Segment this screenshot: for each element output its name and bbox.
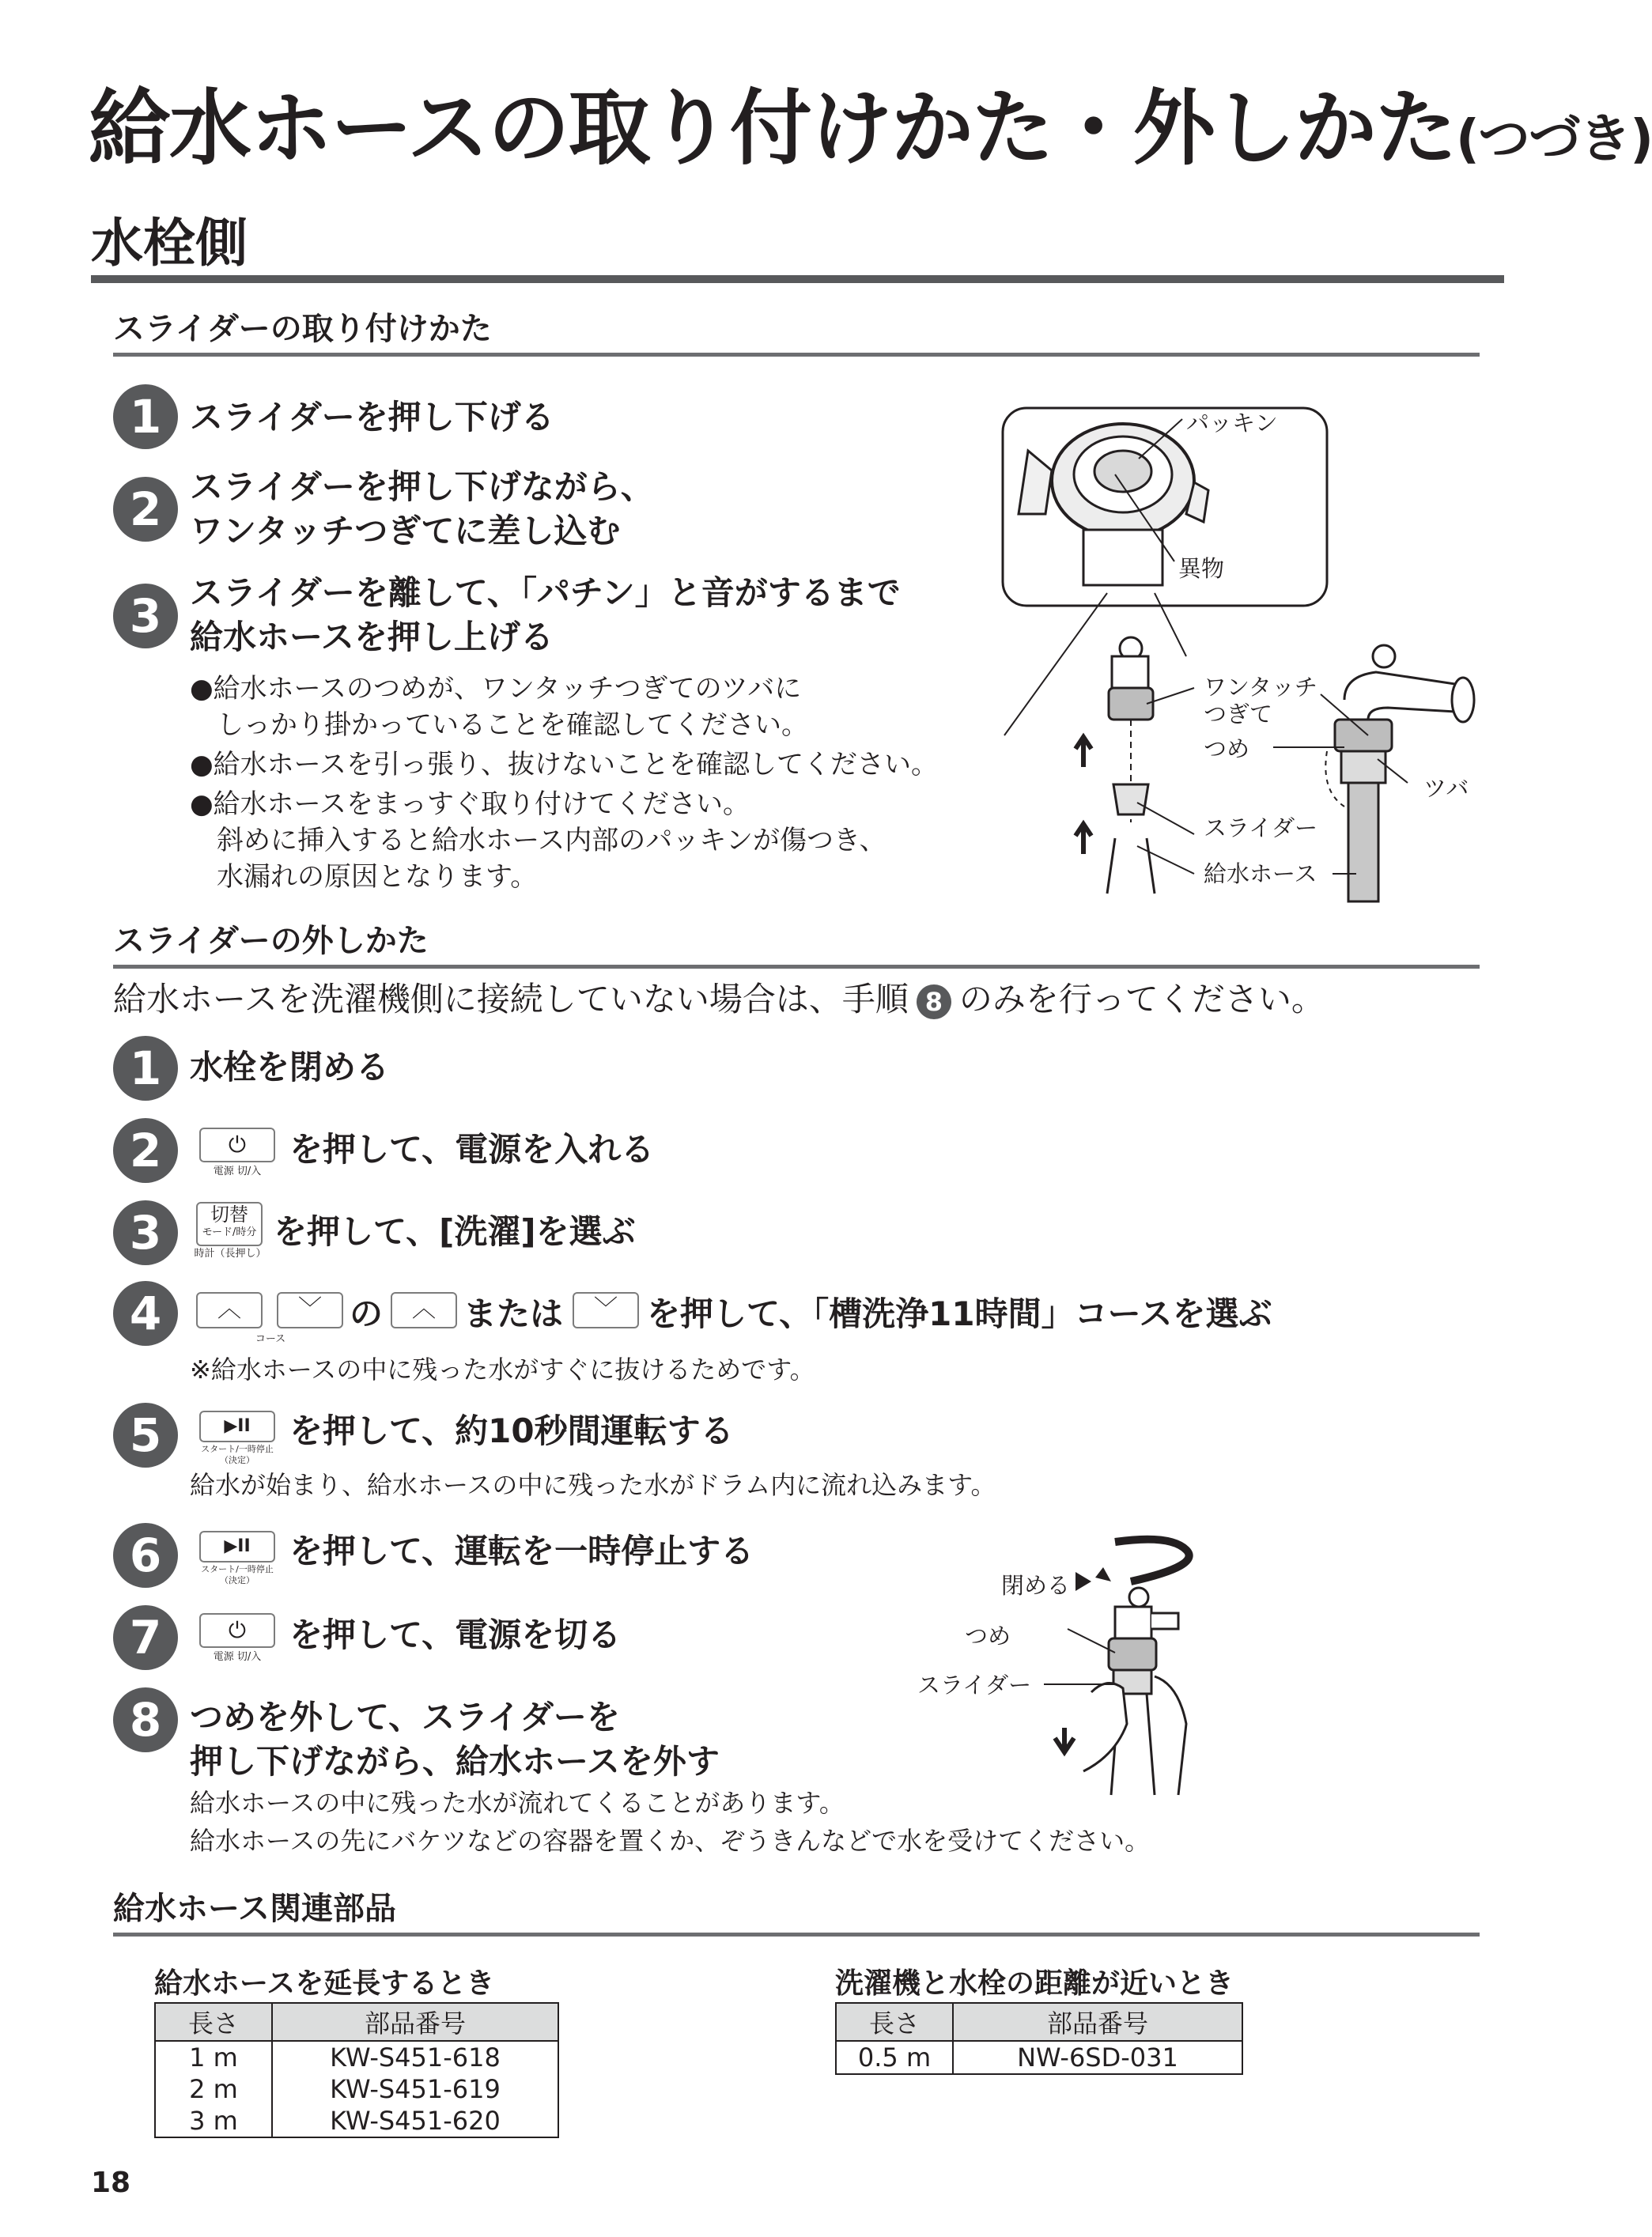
start-pause-button — [199, 1411, 275, 1442]
section-heading: 水栓側 — [91, 213, 248, 274]
intro-step-ref: 8 — [917, 984, 951, 1019]
remove-step-number-3: 3 — [113, 1200, 178, 1265]
power-button — [199, 1128, 275, 1162]
table-header-row: 長さ 部品番号 — [155, 2003, 558, 2041]
remove-step-number-4: 4 — [113, 1281, 178, 1346]
near-caption: 洗濯機と水栓の距離が近いとき — [835, 1967, 1234, 2000]
remove-step-number-2: 2 — [113, 1118, 178, 1183]
label-tsume: つめ — [1204, 735, 1250, 762]
attach-heading: スライダーの取り付けかた — [113, 311, 492, 347]
play-pause-icon: ▶II — [224, 1536, 251, 1556]
remove-intro: 給水ホースを洗濯機側に接続していない場合は、手順 8 のみを行ってください。 — [113, 980, 1325, 1018]
label-close: 閉める — [1001, 1572, 1071, 1599]
attach-note-5: 斜めに挿入すると給水ホース内部のパッキンが傷つき、 — [190, 825, 886, 856]
label-onetouch-1: ワンタッチ — [1204, 674, 1317, 701]
up-button — [391, 1292, 457, 1328]
extend-parts-table — [154, 2002, 559, 2138]
remove-step-8-note-1: 給水ホースの中に残った水が流れてくることがあります。 — [190, 1788, 845, 1818]
attach-step-3-line1: スライダーを離して、「パチン」と音がするまで — [190, 573, 901, 612]
course-down-button — [277, 1292, 343, 1328]
attach-note-3: ●給水ホースを引っ張り、抜けないことを確認してください。 — [190, 749, 938, 780]
step-number-2: 2 — [113, 477, 178, 542]
remove-step-number-1: 1 — [113, 1036, 178, 1101]
label-hose: 給水ホース — [1204, 860, 1317, 887]
remove-step-number-8: 8 — [113, 1687, 178, 1752]
power-button-label: 電源 切/入 — [213, 1166, 262, 1177]
remove-step-6-text: を押して、運転を一時停止する — [289, 1532, 754, 1570]
play-pause-icon: ▶II — [224, 1416, 251, 1436]
start-pause-label: スタート/一時停止 （決定） — [201, 1564, 274, 1585]
remove-step-4-mid2: または — [463, 1294, 564, 1333]
remove-step-7-text: を押して、電源を切る — [289, 1615, 622, 1654]
attach-step-3-line2: 給水ホースを押し上げる — [190, 618, 554, 656]
remove-step-number-7: 7 — [113, 1605, 178, 1670]
power-button — [199, 1613, 275, 1648]
remove-step-number-6: 6 — [113, 1523, 178, 1588]
table-row: 2 m KW-S451-619 — [155, 2073, 558, 2105]
attach-note-6: 水漏れの原因となります。 — [190, 861, 538, 893]
remove-rule — [113, 965, 1480, 969]
remove-step-5-text: を押して、約10秒間運転する — [289, 1411, 734, 1450]
remove-step-8-line1: つめを外して、スライダーを — [190, 1698, 620, 1736]
attach-rule — [113, 353, 1480, 357]
power-icon: ⏻ — [228, 1132, 247, 1158]
parts-rule — [113, 1933, 1480, 1937]
chevron-down-icon: ﹀ — [298, 1295, 322, 1323]
remove-step-number-5: 5 — [113, 1403, 178, 1468]
attach-note-4: ●給水ホースをまっすぐ取り付けてください。 — [190, 788, 750, 820]
label-foreign: 異物 — [1178, 555, 1225, 582]
attach-note-1: ●給水ホースのつめが、ワンタッチつぎてのツバに — [190, 673, 802, 705]
table-row: 3 m KW-S451-620 — [155, 2105, 558, 2137]
remove-step-1-text: 水栓を閉める — [190, 1048, 390, 1086]
remove-step-3-text: を押して、[洗濯]を選ぶ — [274, 1212, 636, 1251]
chevron-down-icon: ﹀ — [594, 1295, 618, 1323]
power-icon: ⏻ — [228, 1617, 247, 1643]
label-tsuba: ツバ — [1423, 775, 1469, 802]
remove-step-8-note-2: 給水ホースの先にバケツなどの容器を置くか、ぞうきんなどで水を受けてください。 — [190, 1826, 1151, 1856]
course-button-label: コース — [255, 1333, 286, 1345]
label-slider-2: スライダー — [917, 1672, 1032, 1699]
parts-heading: 給水ホース関連部品 — [113, 1891, 396, 1927]
section-rule — [91, 275, 1504, 283]
remove-step-2-text: を押して、電源を入れる — [289, 1130, 655, 1169]
mode-switch-label: 時計（長押し） — [194, 1248, 267, 1260]
step-number-1: 1 — [113, 384, 178, 449]
attach-step-2-line1: スライダーを押し下げながら、 — [190, 467, 654, 506]
near-parts-table — [835, 2002, 1243, 2075]
chevron-up-icon: ︿ — [412, 1295, 436, 1323]
attach-step-2-line2: ワンタッチつぎてに差し込む — [190, 512, 621, 550]
page-title: 給水ホースの取り付けかた・外しかた(つづき) — [89, 80, 1652, 176]
remove-step-4-mid1: の — [350, 1294, 384, 1333]
down-button — [573, 1292, 639, 1328]
chevron-up-icon: ︿ — [217, 1295, 241, 1323]
table-header-row: 長さ 部品番号 — [836, 2003, 1242, 2041]
remove-step-5-note: 給水が始まり、給水ホースの中に残った水がドラム内に流れ込みます。 — [190, 1470, 996, 1500]
table-row: 1 m KW-S451-618 — [155, 2041, 558, 2073]
attach-step-1-text: スライダーを押し下げる — [190, 398, 554, 436]
mode-switch-button: 切替 モード/時分 — [196, 1202, 263, 1246]
remove-heading: スライダーの外しかた — [113, 923, 429, 959]
page-number: 18 — [91, 2167, 131, 2199]
start-pause-button — [199, 1531, 275, 1562]
attach-note-2: しっかり掛かっていることを確認してください。 — [190, 709, 808, 741]
table-row: 0.5 m NW-6SD-031 — [836, 2041, 1242, 2074]
label-tsume-2: つめ — [965, 1623, 1011, 1649]
course-up-button — [196, 1292, 263, 1328]
remove-step-4-note: ※給水ホースの中に残った水がすぐに抜けるためです。 — [190, 1355, 815, 1385]
start-pause-label: スタート/一時停止 （決定） — [201, 1444, 274, 1465]
remove-step-8-line2: 押し下げながら、給水ホースを外す — [190, 1742, 720, 1781]
extend-caption: 給水ホースを延長するとき — [154, 1967, 495, 2000]
label-packing: パッキン — [1186, 410, 1278, 436]
label-onetouch-2: つぎて — [1204, 701, 1273, 727]
remove-step-4-text: を押して、「槽洗浄11時間」コースを選ぶ — [647, 1294, 1272, 1333]
label-slider: スライダー — [1204, 814, 1318, 841]
step-number-3: 3 — [113, 584, 178, 648]
power-button-label: 電源 切/入 — [213, 1651, 262, 1663]
